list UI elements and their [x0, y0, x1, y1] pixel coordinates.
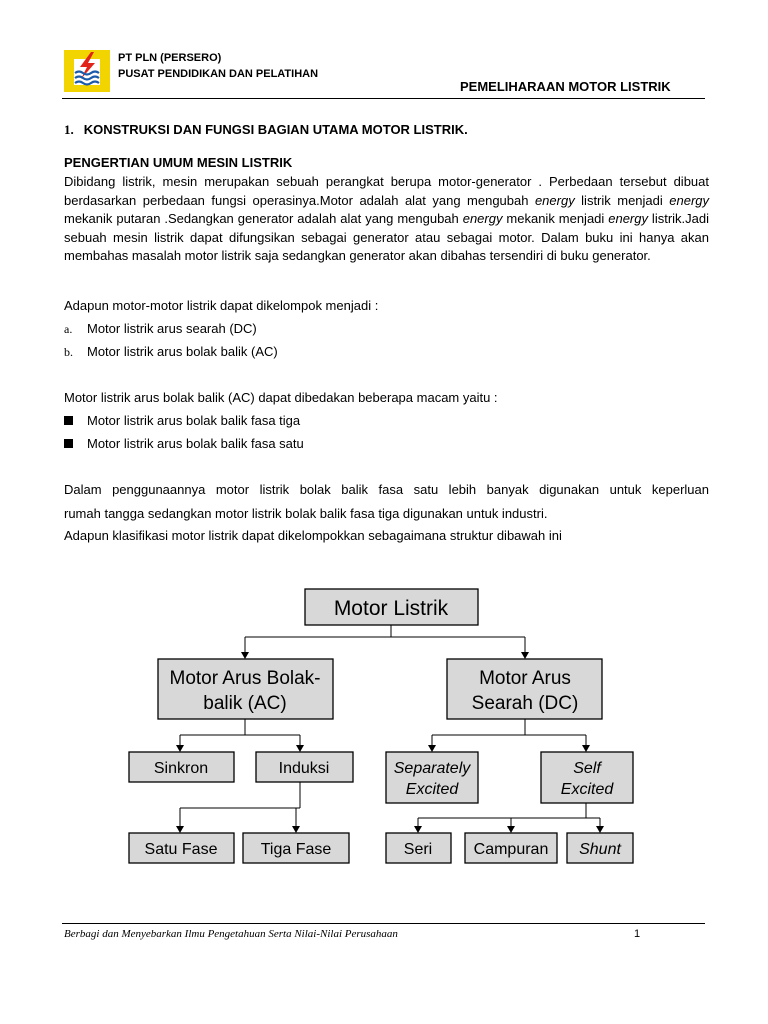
- node-seri: [386, 833, 451, 863]
- section-number: 1.: [64, 122, 74, 137]
- org-unit: PUSAT PENDIDIKAN DAN PELATIHAN: [118, 68, 319, 80]
- node-campuran: [465, 833, 557, 863]
- page-number: 1: [634, 928, 641, 940]
- node-label: Satu Fase: [144, 841, 218, 858]
- node-label: Campuran: [473, 841, 549, 858]
- node-label: Seri: [403, 841, 433, 858]
- list-item-text: Motor listrik arus bolak balik (AC): [87, 344, 278, 359]
- intro-italic-term: energy: [462, 211, 503, 226]
- node-separately-excited: [386, 752, 478, 803]
- node-label: Shunt: [579, 841, 621, 858]
- node-label: Motor Arus: [479, 668, 571, 689]
- bullet-text: Motor listrik arus bolak balik fasa satu: [87, 436, 304, 451]
- node-label: Excited: [560, 781, 614, 798]
- node-tiga-fase: [243, 833, 349, 863]
- node-satu-fase: [129, 833, 234, 863]
- node-label: Motor Arus Bolak-: [169, 668, 321, 689]
- classification-intro: Adapun klasifikasi motor listrik dapat dikelompokkan sebagaimana struktur dibawah ini: [64, 528, 562, 543]
- document-title: PEMELIHARAAN MOTOR LISTRIK: [460, 79, 671, 94]
- footer-tagline: Berbagi dan Menyebarkan Ilmu Pengetahuan Serta Nilai-Nilai Perusahaan: [64, 928, 398, 940]
- intro-italic-term: energy: [669, 192, 709, 208]
- list-marker: b.: [64, 345, 73, 359]
- node-induksi: [256, 752, 353, 782]
- intro-text: mekanik putaran .Sedangkan generator adalah alat yang mengubah: [64, 211, 463, 226]
- section-title: KONSTRUKSI DAN FUNGSI BAGIAN UTAMA MOTOR LISTRIK.: [83, 122, 468, 137]
- node-motor-dc: [447, 659, 602, 719]
- intro-italic-term: energy: [534, 192, 575, 208]
- subheading: PENGERTIAN UMUM MESIN LISTRIK: [64, 155, 293, 170]
- node-label: balik (AC): [203, 693, 287, 714]
- ac-intro: Motor listrik arus bolak balik (AC) dapat dibedakan beberapa macam yaitu :: [64, 390, 498, 405]
- node-self-excited: [541, 752, 633, 803]
- org-name: PT PLN (PERSERO): [118, 52, 222, 64]
- grouping-intro: Adapun motor-motor listrik dapat dikelompok menjadi :: [64, 298, 379, 313]
- list-marker: a.: [64, 322, 73, 336]
- node-label: Induksi: [278, 760, 330, 777]
- node-label: Searah (DC): [471, 693, 579, 714]
- intro-italic-term: energy: [608, 211, 648, 226]
- node-label: Tiga Fase: [260, 841, 332, 858]
- usage-line-2: rumah tangga sedangkan motor listrik bolak balik fasa tiga digunakan untuk industri.: [64, 506, 548, 521]
- bullet-text: Motor listrik arus bolak balik fasa tiga: [87, 413, 301, 428]
- usage-line-1: Dalam penggunaannya motor listrik bolak balik fasa satu lebih banyak digunakan untuk keperluan: [64, 482, 709, 497]
- intro-text: Dibidang listrik, mesin merupakan sebuah perangkat berupa motor-generator . Perbedaan tersebut dibuat berdasarkan perbedaan fungsi operasinya.Motor adalah alat yang mengubah: [64, 174, 709, 208]
- node-sinkron: [129, 752, 234, 782]
- intro-text: listrik menjadi: [574, 192, 670, 208]
- node-motor-ac: [158, 659, 333, 719]
- list-item-text: Motor listrik arus searah (DC): [87, 321, 257, 336]
- node-motor-listrik: [305, 589, 478, 625]
- node-label: Motor Listrik: [333, 597, 449, 620]
- node-label: Sinkron: [153, 760, 209, 777]
- node-label: Self: [573, 760, 601, 777]
- intro-text: listrik.Jadi sebuah mesin listrik dapat difungsikan sebagai generator atau sebagai motor. Dalam buku ini hanya akan membahas masalah motor listrik saja sedangkan generator akan dibahas tersendiri di buku generator.: [64, 211, 709, 263]
- intro-text: mekanik menjadi: [502, 211, 609, 226]
- node-label: Separately: [393, 760, 471, 777]
- node-label: Excited: [405, 781, 459, 798]
- footer-divider: [62, 923, 705, 924]
- node-shunt: [567, 833, 633, 863]
